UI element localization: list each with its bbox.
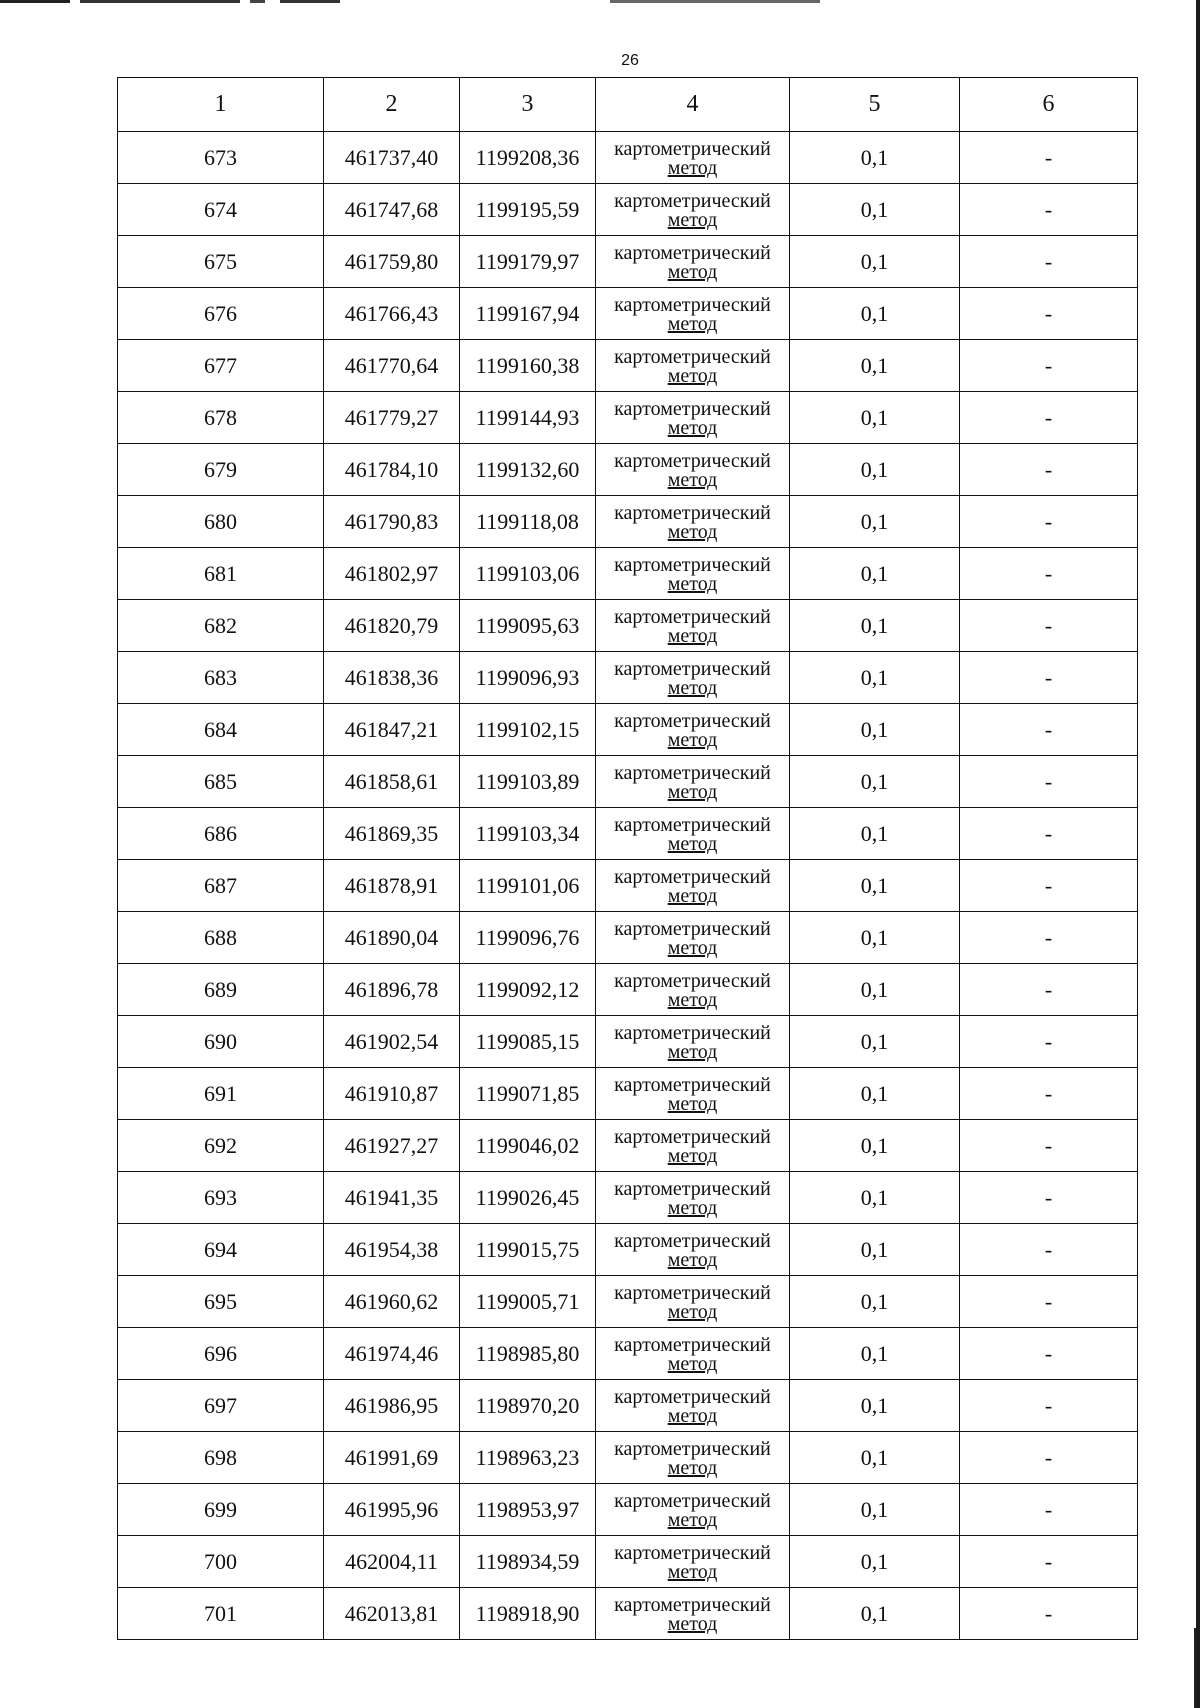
accuracy-cell: 0,1 xyxy=(790,1380,960,1432)
method-line1: картометрический xyxy=(614,1073,771,1096)
point-number-cell: 676 xyxy=(118,288,324,340)
point-number-cell: 694 xyxy=(118,1224,324,1276)
coord-y-cell: 1199160,38 xyxy=(460,340,596,392)
coord-y-cell: 1198963,23 xyxy=(460,1432,596,1484)
coord-x-cell: 461954,38 xyxy=(324,1224,460,1276)
method-cell xyxy=(596,704,790,756)
method-line1: картометрический xyxy=(614,865,771,888)
table-row xyxy=(118,1016,1138,1068)
coord-y-cell: 1199015,75 xyxy=(460,1224,596,1276)
accuracy-cell: 0,1 xyxy=(790,288,960,340)
accuracy-cell: 0,1 xyxy=(790,1276,960,1328)
accuracy-cell: 0,1 xyxy=(790,496,960,548)
method-line2: метод xyxy=(667,884,718,907)
note-cell: - xyxy=(960,1328,1138,1380)
coord-y-cell: 1199026,45 xyxy=(460,1172,596,1224)
column-header: 2 xyxy=(324,78,460,132)
coord-y-cell: 1198934,59 xyxy=(460,1536,596,1588)
coord-x-cell: 461759,80 xyxy=(324,236,460,288)
point-number-cell: 681 xyxy=(118,548,324,600)
note-cell: - xyxy=(960,1276,1138,1328)
point-number-cell: 673 xyxy=(118,132,324,184)
point-number-cell: 678 xyxy=(118,392,324,444)
method-line2: метод xyxy=(667,260,718,283)
point-number-cell: 691 xyxy=(118,1068,324,1120)
method-line2: метод xyxy=(667,676,718,699)
method-line1: картометрический xyxy=(614,917,771,940)
accuracy-cell: 0,1 xyxy=(790,808,960,860)
table-row xyxy=(118,1068,1138,1120)
point-number-cell: 674 xyxy=(118,184,324,236)
coord-y-cell: 1198985,80 xyxy=(460,1328,596,1380)
table-row xyxy=(118,548,1138,600)
note-cell: - xyxy=(960,652,1138,704)
point-number-cell: 682 xyxy=(118,600,324,652)
table-row xyxy=(118,1432,1138,1484)
method-cell xyxy=(596,444,790,496)
table-row xyxy=(118,444,1138,496)
note-cell: - xyxy=(960,1224,1138,1276)
coord-y-cell: 1198970,20 xyxy=(460,1380,596,1432)
table-row xyxy=(118,1224,1138,1276)
coord-x-cell: 461902,54 xyxy=(324,1016,460,1068)
scan-artifact-top xyxy=(0,0,820,3)
method-line1: картометрический xyxy=(614,345,771,368)
coord-x-cell: 461896,78 xyxy=(324,964,460,1016)
method-line2: метод xyxy=(667,1560,718,1583)
scan-artifact-bottom xyxy=(1194,1628,1196,1708)
method-line2: метод xyxy=(667,1404,718,1427)
table-row xyxy=(118,496,1138,548)
note-cell: - xyxy=(960,1484,1138,1536)
coord-x-cell: 461986,95 xyxy=(324,1380,460,1432)
coord-y-cell: 1199005,71 xyxy=(460,1276,596,1328)
point-number-cell: 699 xyxy=(118,1484,324,1536)
method-line1: картометрический xyxy=(614,969,771,992)
table-row xyxy=(118,1380,1138,1432)
note-cell: - xyxy=(960,1588,1138,1640)
method-cell xyxy=(596,1432,790,1484)
accuracy-cell: 0,1 xyxy=(790,704,960,756)
note-cell: - xyxy=(960,184,1138,236)
accuracy-cell: 0,1 xyxy=(790,1068,960,1120)
accuracy-cell: 0,1 xyxy=(790,1328,960,1380)
coordinates-table xyxy=(117,77,1138,1640)
table-row xyxy=(118,912,1138,964)
note-cell: - xyxy=(960,1172,1138,1224)
column-header: 6 xyxy=(960,78,1138,132)
point-number-cell: 695 xyxy=(118,1276,324,1328)
point-number-cell: 687 xyxy=(118,860,324,912)
scan-artifact-right-edge xyxy=(1196,0,1200,1708)
method-line1: картометрический xyxy=(614,501,771,524)
accuracy-cell: 0,1 xyxy=(790,392,960,444)
method-line2: метод xyxy=(667,988,718,1011)
note-cell: - xyxy=(960,964,1138,1016)
coord-x-cell: 461991,69 xyxy=(324,1432,460,1484)
table-row xyxy=(118,1588,1138,1640)
accuracy-cell: 0,1 xyxy=(790,600,960,652)
table-row xyxy=(118,236,1138,288)
method-cell xyxy=(596,496,790,548)
method-cell xyxy=(596,1172,790,1224)
method-line1: картометрический xyxy=(614,1125,771,1148)
accuracy-cell: 0,1 xyxy=(790,1432,960,1484)
accuracy-cell: 0,1 xyxy=(790,1016,960,1068)
method-line1: картометрический xyxy=(614,1177,771,1200)
point-number-cell: 686 xyxy=(118,808,324,860)
method-cell xyxy=(596,184,790,236)
note-cell: - xyxy=(960,600,1138,652)
coord-x-cell: 461770,64 xyxy=(324,340,460,392)
method-line2: метод xyxy=(667,1196,718,1219)
coord-y-cell: 1199096,93 xyxy=(460,652,596,704)
note-cell: - xyxy=(960,704,1138,756)
note-cell: - xyxy=(960,912,1138,964)
method-line1: картометрический xyxy=(614,1021,771,1044)
point-number-cell: 693 xyxy=(118,1172,324,1224)
table-row xyxy=(118,860,1138,912)
page-number: 26 xyxy=(621,52,639,69)
coord-x-cell: 461878,91 xyxy=(324,860,460,912)
method-cell xyxy=(596,860,790,912)
note-cell: - xyxy=(960,496,1138,548)
coord-y-cell: 1199167,94 xyxy=(460,288,596,340)
method-line2: метод xyxy=(667,1248,718,1271)
method-line2: метод xyxy=(667,208,718,231)
note-cell: - xyxy=(960,808,1138,860)
point-number-cell: 701 xyxy=(118,1588,324,1640)
note-cell: - xyxy=(960,236,1138,288)
method-cell xyxy=(596,912,790,964)
coord-x-cell: 461802,97 xyxy=(324,548,460,600)
method-line1: картометрический xyxy=(614,189,771,212)
table-row xyxy=(118,1536,1138,1588)
note-cell: - xyxy=(960,288,1138,340)
method-cell xyxy=(596,1120,790,1172)
method-line1: картометрический xyxy=(614,1385,771,1408)
coord-x-cell: 461941,35 xyxy=(324,1172,460,1224)
table-row xyxy=(118,600,1138,652)
accuracy-cell: 0,1 xyxy=(790,340,960,392)
method-line1: картометрический xyxy=(614,293,771,316)
note-cell: - xyxy=(960,1536,1138,1588)
method-cell xyxy=(596,548,790,600)
accuracy-cell: 0,1 xyxy=(790,652,960,704)
coord-x-cell: 461890,04 xyxy=(324,912,460,964)
method-cell xyxy=(596,1016,790,1068)
method-cell xyxy=(596,132,790,184)
table-row xyxy=(118,808,1138,860)
table-row xyxy=(118,392,1138,444)
method-line2: метод xyxy=(667,780,718,803)
note-cell: - xyxy=(960,392,1138,444)
column-header: 5 xyxy=(790,78,960,132)
note-cell: - xyxy=(960,444,1138,496)
method-line1: картометрический xyxy=(614,397,771,420)
method-line2: метод xyxy=(667,572,718,595)
method-line2: метод xyxy=(667,1456,718,1479)
method-line2: метод xyxy=(667,1144,718,1167)
method-line1: картометрический xyxy=(614,813,771,836)
coord-x-cell: 461974,46 xyxy=(324,1328,460,1380)
method-line1: картометрический xyxy=(614,553,771,576)
coord-x-cell: 461737,40 xyxy=(324,132,460,184)
coord-y-cell: 1199096,76 xyxy=(460,912,596,964)
table-row xyxy=(118,756,1138,808)
coord-x-cell: 461869,35 xyxy=(324,808,460,860)
method-cell xyxy=(596,1224,790,1276)
method-line1: картометрический xyxy=(614,449,771,472)
accuracy-cell: 0,1 xyxy=(790,1224,960,1276)
column-header: 4 xyxy=(596,78,790,132)
method-line2: метод xyxy=(667,728,718,751)
method-line1: картометрический xyxy=(614,1489,771,1512)
table-row xyxy=(118,1276,1138,1328)
coord-y-cell: 1199179,97 xyxy=(460,236,596,288)
note-cell: - xyxy=(960,756,1138,808)
column-header: 1 xyxy=(118,78,324,132)
method-line2: метод xyxy=(667,1300,718,1323)
method-cell xyxy=(596,1068,790,1120)
method-line2: метод xyxy=(667,1508,718,1531)
coord-y-cell: 1199103,06 xyxy=(460,548,596,600)
method-line1: картометрический xyxy=(614,1593,771,1616)
coord-x-cell: 461747,68 xyxy=(324,184,460,236)
note-cell: - xyxy=(960,1380,1138,1432)
method-cell xyxy=(596,340,790,392)
accuracy-cell: 0,1 xyxy=(790,912,960,964)
method-cell xyxy=(596,756,790,808)
method-line1: картометрический xyxy=(614,137,771,160)
table-header-row xyxy=(118,78,1138,132)
method-line2: метод xyxy=(667,1612,718,1635)
method-cell xyxy=(596,1380,790,1432)
accuracy-cell: 0,1 xyxy=(790,548,960,600)
coord-x-cell: 461960,62 xyxy=(324,1276,460,1328)
method-line2: метод xyxy=(667,624,718,647)
point-number-cell: 700 xyxy=(118,1536,324,1588)
method-line2: метод xyxy=(667,156,718,179)
point-number-cell: 679 xyxy=(118,444,324,496)
point-number-cell: 684 xyxy=(118,704,324,756)
coord-y-cell: 1199101,06 xyxy=(460,860,596,912)
coord-y-cell: 1199103,34 xyxy=(460,808,596,860)
point-number-cell: 692 xyxy=(118,1120,324,1172)
note-cell: - xyxy=(960,1068,1138,1120)
note-cell: - xyxy=(960,1016,1138,1068)
coord-x-cell: 461790,83 xyxy=(324,496,460,548)
coord-y-cell: 1199071,85 xyxy=(460,1068,596,1120)
method-line2: метод xyxy=(667,312,718,335)
table-row xyxy=(118,288,1138,340)
method-line1: картометрический xyxy=(614,605,771,628)
method-line1: картометрический xyxy=(614,1333,771,1356)
method-line1: картометрический xyxy=(614,1541,771,1564)
note-cell: - xyxy=(960,132,1138,184)
method-line2: метод xyxy=(667,1352,718,1375)
method-line2: метод xyxy=(667,1092,718,1115)
table-body xyxy=(118,132,1138,1640)
method-line2: метод xyxy=(667,1040,718,1063)
coord-y-cell: 1199195,59 xyxy=(460,184,596,236)
coord-y-cell: 1199085,15 xyxy=(460,1016,596,1068)
coord-x-cell: 461779,27 xyxy=(324,392,460,444)
coord-x-cell: 461847,21 xyxy=(324,704,460,756)
accuracy-cell: 0,1 xyxy=(790,1484,960,1536)
coord-x-cell: 462013,81 xyxy=(324,1588,460,1640)
method-cell xyxy=(596,1484,790,1536)
table-row xyxy=(118,964,1138,1016)
accuracy-cell: 0,1 xyxy=(790,964,960,1016)
accuracy-cell: 0,1 xyxy=(790,1172,960,1224)
method-cell xyxy=(596,808,790,860)
accuracy-cell: 0,1 xyxy=(790,184,960,236)
table-row xyxy=(118,1120,1138,1172)
note-cell: - xyxy=(960,860,1138,912)
accuracy-cell: 0,1 xyxy=(790,1536,960,1588)
point-number-cell: 685 xyxy=(118,756,324,808)
method-cell xyxy=(596,1276,790,1328)
coord-x-cell: 461858,61 xyxy=(324,756,460,808)
point-number-cell: 698 xyxy=(118,1432,324,1484)
method-cell xyxy=(596,964,790,1016)
accuracy-cell: 0,1 xyxy=(790,1120,960,1172)
coord-x-cell: 461766,43 xyxy=(324,288,460,340)
coord-y-cell: 1199103,89 xyxy=(460,756,596,808)
accuracy-cell: 0,1 xyxy=(790,444,960,496)
table-row xyxy=(118,704,1138,756)
note-cell: - xyxy=(960,1120,1138,1172)
coord-y-cell: 1199046,02 xyxy=(460,1120,596,1172)
method-line2: метод xyxy=(667,832,718,855)
table-row xyxy=(118,1484,1138,1536)
method-line1: картометрический xyxy=(614,1229,771,1252)
point-number-cell: 675 xyxy=(118,236,324,288)
coord-x-cell: 462004,11 xyxy=(324,1536,460,1588)
coord-y-cell: 1198953,97 xyxy=(460,1484,596,1536)
accuracy-cell: 0,1 xyxy=(790,1588,960,1640)
method-line1: картометрический xyxy=(614,1281,771,1304)
accuracy-cell: 0,1 xyxy=(790,860,960,912)
point-number-cell: 680 xyxy=(118,496,324,548)
method-cell xyxy=(596,236,790,288)
method-cell xyxy=(596,288,790,340)
coord-y-cell: 1199095,63 xyxy=(460,600,596,652)
method-line2: метод xyxy=(667,416,718,439)
method-line1: картометрический xyxy=(614,761,771,784)
coord-x-cell: 461995,96 xyxy=(324,1484,460,1536)
point-number-cell: 696 xyxy=(118,1328,324,1380)
point-number-cell: 677 xyxy=(118,340,324,392)
coord-y-cell: 1199102,15 xyxy=(460,704,596,756)
method-cell xyxy=(596,600,790,652)
accuracy-cell: 0,1 xyxy=(790,236,960,288)
point-number-cell: 690 xyxy=(118,1016,324,1068)
method-line1: картометрический xyxy=(614,709,771,732)
table-row xyxy=(118,340,1138,392)
coord-y-cell: 1199132,60 xyxy=(460,444,596,496)
method-cell xyxy=(596,1588,790,1640)
point-number-cell: 689 xyxy=(118,964,324,1016)
coord-x-cell: 461820,79 xyxy=(324,600,460,652)
method-cell xyxy=(596,392,790,444)
note-cell: - xyxy=(960,1432,1138,1484)
coord-x-cell: 461910,87 xyxy=(324,1068,460,1120)
point-number-cell: 697 xyxy=(118,1380,324,1432)
method-cell xyxy=(596,1536,790,1588)
method-cell xyxy=(596,1328,790,1380)
note-cell: - xyxy=(960,548,1138,600)
method-line1: картометрический xyxy=(614,657,771,680)
method-line2: метод xyxy=(667,520,718,543)
method-cell xyxy=(596,652,790,704)
point-number-cell: 683 xyxy=(118,652,324,704)
coord-y-cell: 1199092,12 xyxy=(460,964,596,1016)
coord-y-cell: 1199118,08 xyxy=(460,496,596,548)
accuracy-cell: 0,1 xyxy=(790,756,960,808)
coord-y-cell: 1198918,90 xyxy=(460,1588,596,1640)
coord-x-cell: 461784,10 xyxy=(324,444,460,496)
method-line2: метод xyxy=(667,936,718,959)
method-line1: картометрический xyxy=(614,1437,771,1460)
accuracy-cell: 0,1 xyxy=(790,132,960,184)
method-line1: картометрический xyxy=(614,241,771,264)
coord-x-cell: 461838,36 xyxy=(324,652,460,704)
method-line2: метод xyxy=(667,364,718,387)
note-cell: - xyxy=(960,340,1138,392)
table-row xyxy=(118,132,1138,184)
table-row xyxy=(118,652,1138,704)
table-row xyxy=(118,184,1138,236)
table-row xyxy=(118,1172,1138,1224)
coord-y-cell: 1199208,36 xyxy=(460,132,596,184)
column-header: 3 xyxy=(460,78,596,132)
point-number-cell: 688 xyxy=(118,912,324,964)
coord-x-cell: 461927,27 xyxy=(324,1120,460,1172)
coord-y-cell: 1199144,93 xyxy=(460,392,596,444)
method-line2: метод xyxy=(667,468,718,491)
table-row xyxy=(118,1328,1138,1380)
